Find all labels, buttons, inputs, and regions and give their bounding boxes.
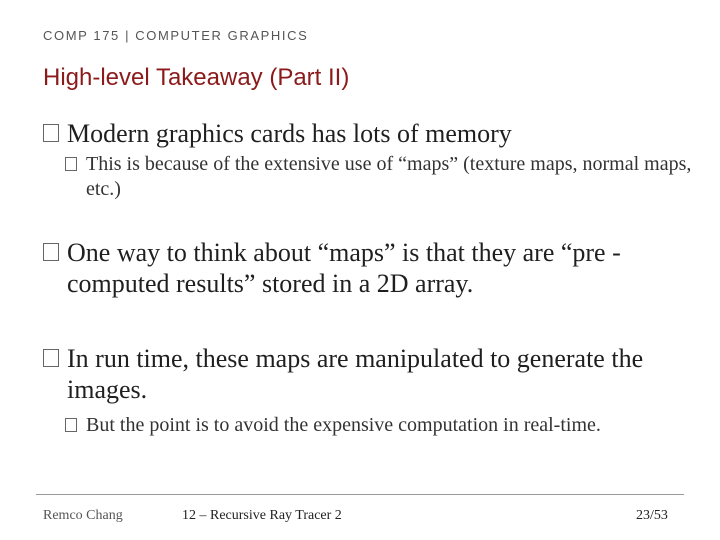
bullet-text: Modern graphics cards has lots of memory <box>67 119 512 148</box>
footer-page-number: 23/53 <box>636 508 668 523</box>
bullet-box-icon <box>43 243 59 261</box>
course-header: COMP 175 | COMPUTER GRAPHICS <box>43 28 309 43</box>
sub-bullet-item <box>43 152 693 202</box>
bullet-item <box>43 343 693 405</box>
bullet-box-icon <box>43 124 59 142</box>
footer-lecture-title: 12 – Recursive Ray Tracer 2 <box>182 508 342 523</box>
slide-title: High-level Takeaway (Part II) <box>43 64 350 91</box>
bullet-text: One way to think about “maps” is that they are “pre -computed results” stored in a 2D array. <box>67 238 621 298</box>
sub-bullet-text: But the point is to avoid the expensive computation in real-time. <box>86 414 601 436</box>
sub-bullet-text: This is because of the extensive use of “maps” (texture maps, normal maps, etc.) <box>86 153 692 200</box>
bullet-item <box>43 118 693 149</box>
bullet-item <box>43 237 693 299</box>
footer-author: Remco Chang <box>43 508 123 523</box>
sub-bullet-box-icon <box>65 157 77 171</box>
bullet-list <box>43 118 693 438</box>
bullet-box-icon <box>43 349 59 367</box>
sub-bullet-box-icon <box>65 418 77 432</box>
bullet-text: In run time, these maps are manipulated to generate the images. <box>67 344 644 404</box>
footer-divider <box>36 494 684 495</box>
sub-bullet-item <box>43 413 693 438</box>
